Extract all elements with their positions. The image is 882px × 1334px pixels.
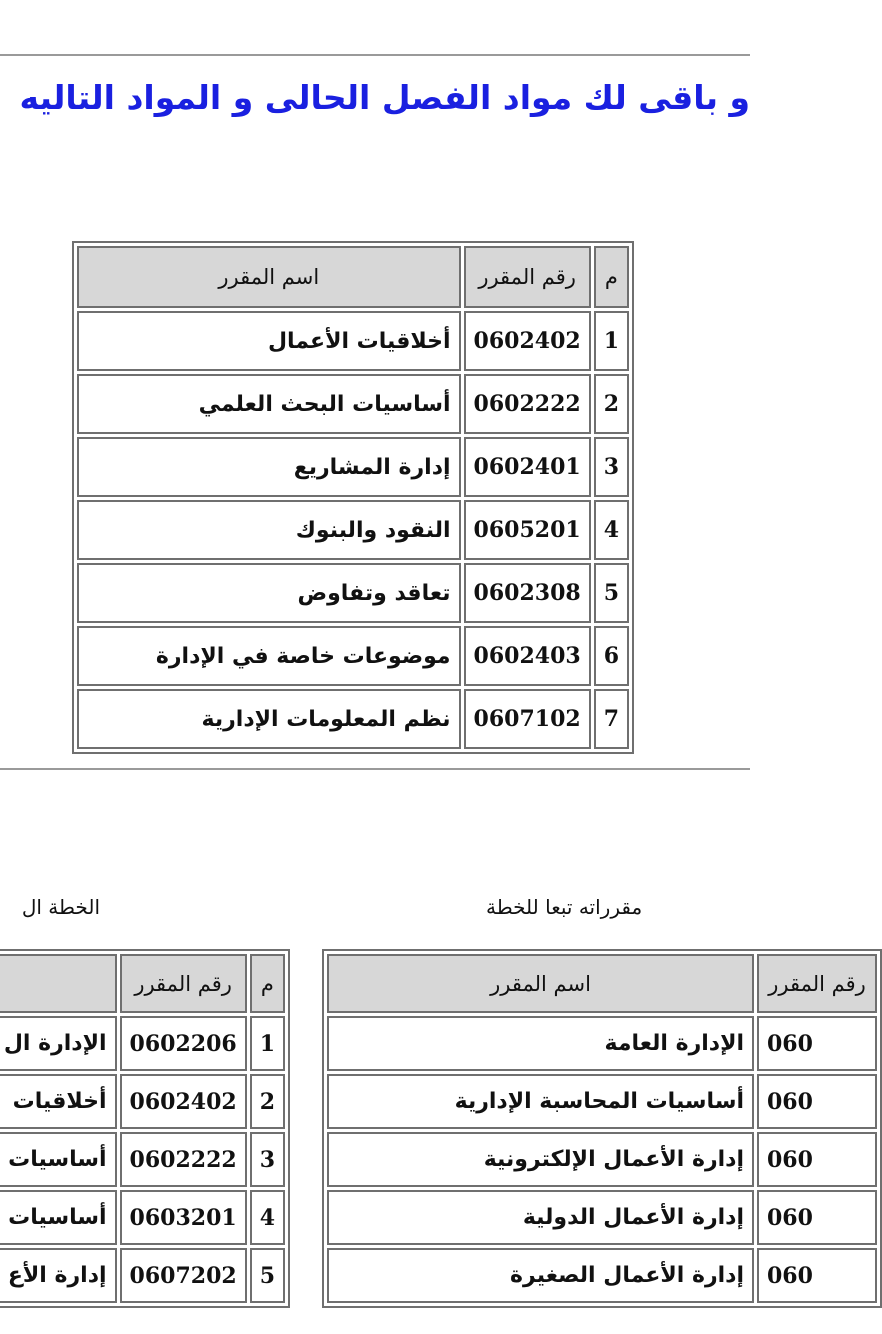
section-divider bbox=[0, 768, 750, 770]
row-index: 4 bbox=[250, 1190, 285, 1245]
course-code: 060 bbox=[757, 1074, 877, 1129]
course-code: 0607102 bbox=[464, 689, 591, 749]
course-name: أساسيات bbox=[0, 1190, 117, 1245]
table-row bbox=[77, 437, 629, 497]
table-row bbox=[327, 1248, 877, 1303]
course-name: إدارة الأعمال الصغيرة bbox=[327, 1248, 754, 1303]
table-header-row bbox=[77, 246, 629, 308]
row-index: 3 bbox=[594, 437, 629, 497]
table-row bbox=[0, 1190, 285, 1245]
course-name: إدارة الأع bbox=[0, 1248, 117, 1303]
course-name: النقود والبنوك bbox=[77, 500, 461, 560]
current-courses-table bbox=[72, 241, 634, 754]
col-header-code: رقم المقرر bbox=[120, 954, 247, 1013]
page-headline: و باقى لك مواد الفصل الحالى و المواد التاليه bbox=[19, 78, 750, 117]
course-code: 060 bbox=[757, 1248, 877, 1303]
row-index: 7 bbox=[594, 689, 629, 749]
table-header-row bbox=[0, 954, 285, 1013]
col-header-name bbox=[0, 954, 117, 1013]
col-header-code: رقم المقرر bbox=[464, 246, 591, 308]
col-header-code: رقم المقرر bbox=[757, 954, 877, 1013]
top-divider bbox=[0, 54, 750, 56]
table-row bbox=[77, 311, 629, 371]
course-name: أساسيات المحاسبة الإدارية bbox=[327, 1074, 754, 1129]
row-index: 5 bbox=[594, 563, 629, 623]
course-name: الإدارة العامة bbox=[327, 1016, 754, 1071]
table-row bbox=[77, 563, 629, 623]
course-name: إدارة الأعمال الدولية bbox=[327, 1190, 754, 1245]
course-code: 060 bbox=[757, 1132, 877, 1187]
row-index: 2 bbox=[250, 1074, 285, 1129]
row-index: 4 bbox=[594, 500, 629, 560]
row-index: 6 bbox=[594, 626, 629, 686]
course-name: أساسيات البحث العلمي bbox=[77, 374, 461, 434]
course-code: 0602401 bbox=[464, 437, 591, 497]
course-name: أخلاقيات الأعمال bbox=[77, 311, 461, 371]
course-code: 0602403 bbox=[464, 626, 591, 686]
table-row bbox=[0, 1074, 285, 1129]
course-code: 0602222 bbox=[464, 374, 591, 434]
course-code: 0602222 bbox=[120, 1132, 247, 1187]
table-row bbox=[77, 374, 629, 434]
table-row bbox=[327, 1132, 877, 1187]
course-name: أخلاقيات bbox=[0, 1074, 117, 1129]
table-row bbox=[327, 1016, 877, 1071]
course-name: إدارة المشاريع bbox=[77, 437, 461, 497]
course-name: إدارة الأعمال الإلكترونية bbox=[327, 1132, 754, 1187]
course-code: 0607202 bbox=[120, 1248, 247, 1303]
row-index: 5 bbox=[250, 1248, 285, 1303]
table-header-row bbox=[327, 954, 877, 1013]
table-row bbox=[77, 500, 629, 560]
col-header-index: م bbox=[250, 954, 285, 1013]
row-index: 1 bbox=[594, 311, 629, 371]
course-code: 060 bbox=[757, 1016, 877, 1071]
table-row bbox=[0, 1132, 285, 1187]
course-code: 0602206 bbox=[120, 1016, 247, 1071]
col-header-name: اسم المقرر bbox=[77, 246, 461, 308]
course-name: أساسيات bbox=[0, 1132, 117, 1187]
table-row bbox=[0, 1248, 285, 1303]
plan-courses-table bbox=[322, 949, 882, 1308]
table-row bbox=[327, 1074, 877, 1129]
plan-left-table-caption: الخطة ال bbox=[21, 895, 100, 919]
course-code: 0603201 bbox=[120, 1190, 247, 1245]
col-header-name: اسم المقرر bbox=[327, 954, 754, 1013]
plan-left-table bbox=[0, 949, 290, 1308]
row-index: 2 bbox=[594, 374, 629, 434]
course-name: تعاقد وتفاوض bbox=[77, 563, 461, 623]
row-index: 1 bbox=[250, 1016, 285, 1071]
plan-table-caption: مقرراته تبعا للخطة bbox=[486, 895, 643, 919]
course-name: الإدارة ال bbox=[0, 1016, 117, 1071]
table-row bbox=[77, 689, 629, 749]
course-code: 0602402 bbox=[120, 1074, 247, 1129]
row-index: 3 bbox=[250, 1132, 285, 1187]
course-name: نظم المعلومات الإدارية bbox=[77, 689, 461, 749]
table-row bbox=[77, 626, 629, 686]
table-row bbox=[0, 1016, 285, 1071]
course-code: 0602402 bbox=[464, 311, 591, 371]
col-header-index: م bbox=[594, 246, 629, 308]
course-code: 060 bbox=[757, 1190, 877, 1245]
course-code: 0602308 bbox=[464, 563, 591, 623]
table-row bbox=[327, 1190, 877, 1245]
course-name: موضوعات خاصة في الإدارة bbox=[77, 626, 461, 686]
course-code: 0605201 bbox=[464, 500, 591, 560]
